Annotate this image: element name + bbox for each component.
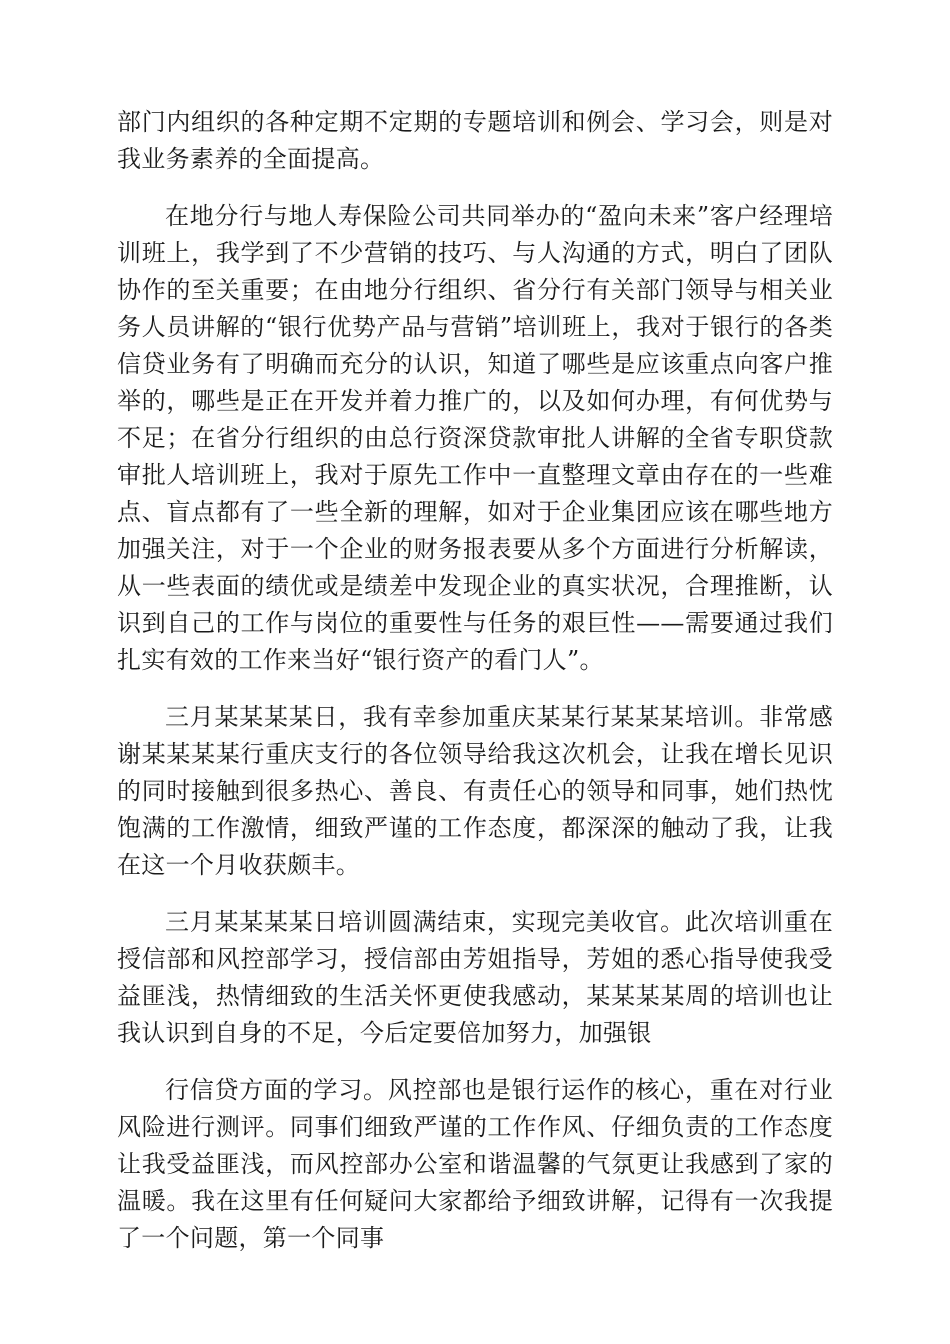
paragraph-5: 行信贷方面的学习。风控部也是银行运作的核心，重在对行业风险进行测评。同事们细致严谨的工作作风、仔细负责的工作态度让我受益匪浅，而风控部办公室和谐温馨的气氛更让我感到了家的温暖。我在这里有任何疑问大家都给予细致讲解，记得有一次我提了一个问题，第一个同事 — [117, 1076, 833, 1252]
paragraph-4: 三月某某某某日培训圆满结束，实现完美收官。此次培训重在授信部和风控部学习，授信部由芳姐指导，芳姐的悉心指导使我受益匪浅，热情细致的生活关怀更使我感动，某某某某周的培训也让我认识到自身的不足，今后定要倍加努力，加强银 — [117, 908, 833, 1047]
paragraph-3: 三月某某某某日，我有幸参加重庆某某行某某某培训。非常感谢某某某某行重庆支行的各位领导给我这次机会，让我在增长见识的同时接触到很多热心、善良、有责任心的领导和同事，她们热忱饱满的工作激情，细致严谨的工作态度，都深深的触动了我，让我在这一个月收获颇丰。 — [117, 703, 833, 879]
paragraph-2: 在地分行与地人寿保险公司共同举办的“盈向未来”客户经理培训班上，我学到了不少营销的技巧、与人沟通的方式，明白了团队协作的至关重要；在由地分行组织、省分行有关部门领导与相关业务人员讲解的“银行优势产品与营销”培训班上，我对于银行的各类信贷业务有了明确而充分的认识，知道了哪些是应该重点向客户推举的，哪些是正在开发并着力推广的，以及如何办理，有何优势与不足；在省分行组织的由总行资深贷款审批人讲解的全省专职贷款审批人培训班上，我对于原先工作中一直整理文章由存在的一些难点、盲点都有了一些全新的理解，如对于企业集团应该在哪些地方加强关注，对于一个企业的财务报表要从多个方面进行分析解读，从一些表面的绩优或是绩差中发现企业的真实状况，合理推断，认识到自己的工作与岗位的重要性与任务的艰巨性——需要通过我们扎实有效的工作来当好“银行资产的看门人”。 — [117, 202, 833, 674]
paragraph-1: 部门内组织的各种定期不定期的专题培训和例会、学习会，则是对我业务素养的全面提高。 — [117, 108, 833, 173]
document-page — [117, 104, 833, 1277]
